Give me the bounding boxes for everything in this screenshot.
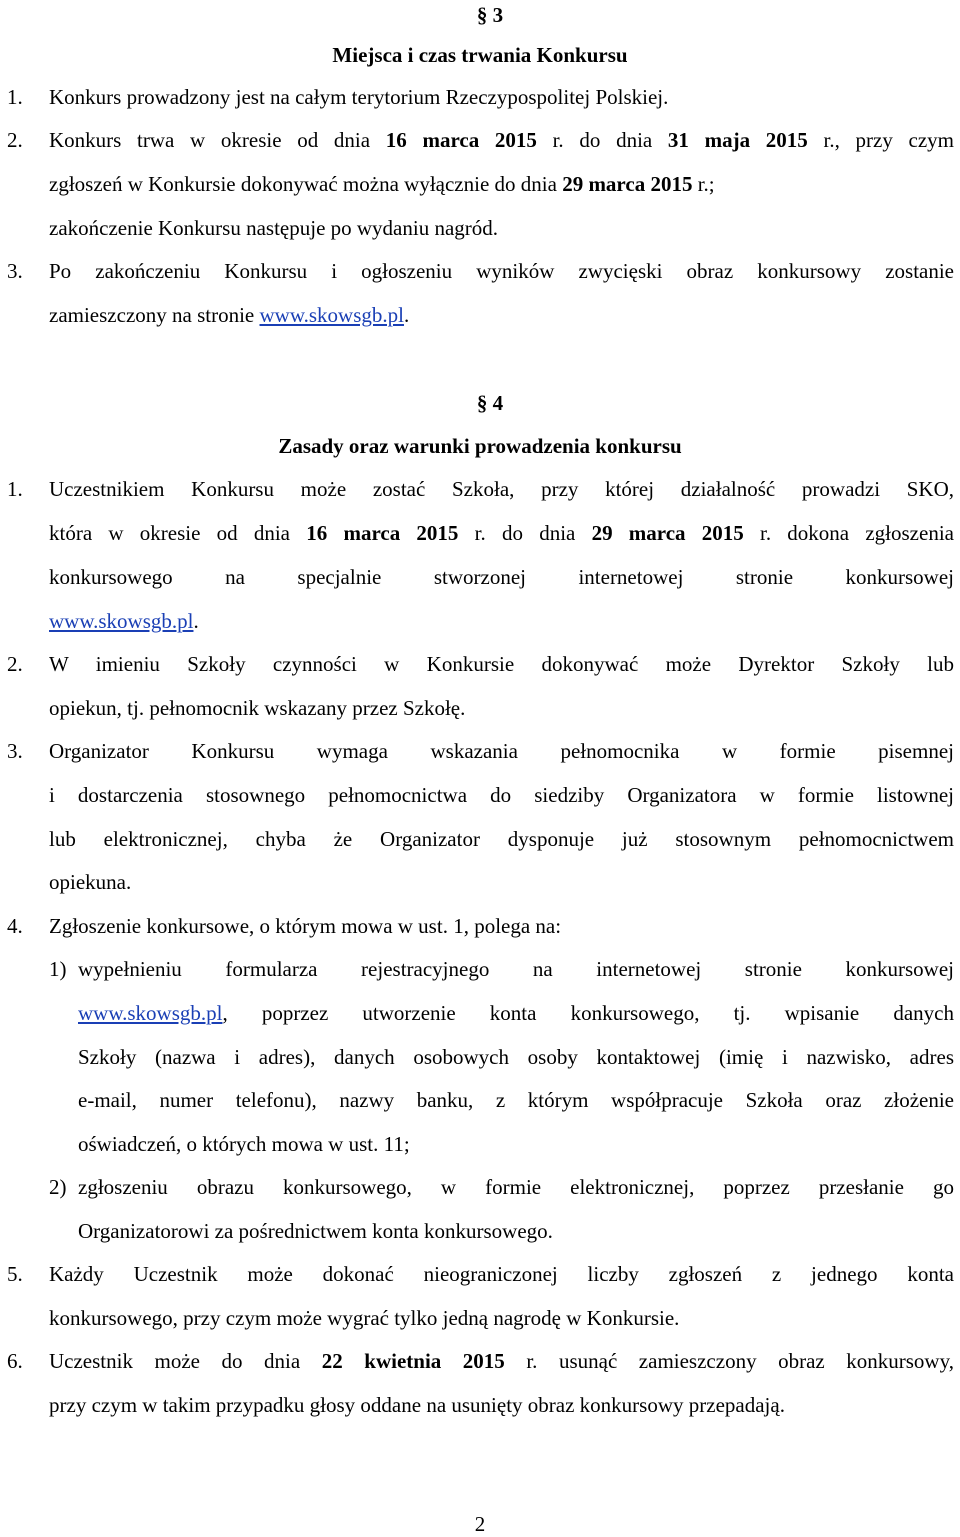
- s4-subitem-1-line-4: [0, 1083, 960, 1117]
- item-text: Uczestnikiem Konkursu może zostać Szkoła, przy której działalność prowadzi SKO,: [49, 477, 954, 501]
- item-text: zgłoszeniu obrazu konkursowego, w formie elektronicznej, poprzez przesłanie go: [78, 1175, 954, 1199]
- s4-item-2-line-2: [0, 691, 960, 725]
- s4-item-3-line-3: [0, 822, 960, 856]
- item-text: zakończenie Konkursu następuje po wydaniu nagród.: [49, 216, 499, 240]
- item-text: Każdy Uczestnik może dokonać nieograniczonej liczby zgłoszeń z jednego konta: [49, 1262, 954, 1286]
- s4-item-4: [0, 909, 960, 943]
- s4-subitem-2-line-2: [0, 1214, 960, 1248]
- item-text: Szkoły (nazwa i adres), danych osobowych osoby kontaktowej (imię i nazwisko, adres: [78, 1045, 954, 1069]
- item-text: Konkurs prowadzony jest na całym terytorium Rzeczypospolitej Polskiej.: [49, 85, 669, 109]
- item-text: Zgłoszenie konkursowe, o którym mowa w ust. 1, polega na:: [49, 914, 562, 938]
- s4-item-3-line-4: [0, 865, 960, 899]
- item-number: 5.: [7, 1262, 23, 1286]
- s4-item-3: [0, 734, 960, 768]
- item-text: Konkurs trwa w okresie od dnia 16 marca 2015 r. do dnia 31 maja 2015 r., przy czym: [49, 128, 954, 152]
- item-number: 3.: [7, 739, 23, 763]
- item-text: Organizatorowi za pośrednictwem konta konkursowego.: [78, 1219, 553, 1243]
- s3-item-3: [0, 254, 960, 288]
- s4-subitem-1-line-3: [0, 1040, 960, 1074]
- s4-subitem-1: [0, 952, 960, 986]
- item-number: 4.: [7, 914, 23, 938]
- page-number: 2: [474, 1512, 486, 1536]
- s4-item-6-line-2: [0, 1388, 960, 1422]
- skowsgb-link[interactable]: www.skowsgb.pl: [78, 1001, 223, 1025]
- item-number: 2.: [7, 652, 23, 676]
- s4-subitem-2: [0, 1170, 960, 1204]
- item-number: 1.: [7, 85, 23, 109]
- item-text: lub elektronicznej, chyba że Organizator dysponuje już stosownym pełnomocnictwem: [49, 827, 954, 851]
- s3-item-2-line-2: [0, 167, 960, 201]
- s3-item-1: [0, 80, 960, 114]
- s4-subitem-1-line-5: [0, 1127, 960, 1161]
- section-4-title: Zasady oraz warunki prowadzenia konkursu: [278, 434, 682, 458]
- s4-item-1: [0, 472, 960, 506]
- item-text: zamieszczony na stronie www.skowsgb.pl.: [49, 303, 410, 327]
- item-text: która w okresie od dnia 16 marca 2015 r. do dnia 29 marca 2015 r. dokona zgłoszenia: [49, 521, 954, 545]
- section-4-heading: § 4: [476, 391, 504, 415]
- item-number: 6.: [7, 1349, 23, 1373]
- item-text: przy czym w takim przypadku głosy oddane na usunięty obraz konkursowy przepadają.: [49, 1393, 785, 1417]
- item-text: oświadczeń, o których mowa w ust. 11;: [78, 1132, 410, 1156]
- item-text: zgłoszeń w Konkursie dokonywać można wyłącznie do dnia 29 marca 2015 r.;: [49, 172, 715, 196]
- s4-item-1-line-2: [0, 516, 960, 550]
- s4-item-5: [0, 1257, 960, 1291]
- item-text: opiekuna.: [49, 870, 132, 894]
- item-text: e-mail, numer telefonu), nazwy banku, z którym współpracuje Szkoła oraz złożenie: [78, 1088, 954, 1112]
- s4-item-1-line-4: [0, 604, 960, 638]
- item-text: wypełnieniu formularza rejestracyjnego na internetowej stronie konkursowej: [78, 957, 954, 981]
- item-number: 1): [49, 957, 67, 981]
- section-3-heading: § 3: [476, 3, 504, 27]
- s4-item-1-line-3: [0, 560, 960, 594]
- skowsgb-link[interactable]: www.skowsgb.pl: [49, 609, 194, 633]
- item-text: konkursowego na specjalnie stworzonej internetowej stronie konkursowej: [49, 565, 954, 589]
- item-text: i dostarczenia stosownego pełnomocnictwa do siedziby Organizatora w formie listownej: [49, 783, 954, 807]
- s4-item-5-line-2: [0, 1301, 960, 1335]
- section-3-title: Miejsca i czas trwania Konkursu: [332, 43, 628, 67]
- item-text: Uczestnik może do dnia 22 kwietnia 2015 r. usunąć zamieszczony obraz konkursowy,: [49, 1349, 954, 1373]
- s4-item-2: [0, 647, 960, 681]
- item-text: W imieniu Szkoły czynności w Konkursie dokonywać może Dyrektor Szkoły lub: [49, 652, 954, 676]
- s4-item-3-line-2: [0, 778, 960, 812]
- item-number: 2): [49, 1175, 67, 1199]
- skowsgb-link[interactable]: www.skowsgb.pl: [259, 303, 404, 327]
- item-number: 2.: [7, 128, 23, 152]
- item-number: 1.: [7, 477, 23, 501]
- item-text: Organizator Konkursu wymaga wskazania pełnomocnika w formie pisemnej: [49, 739, 954, 763]
- item-number: 3.: [7, 259, 23, 283]
- s4-item-6: [0, 1344, 960, 1378]
- s3-item-3-line-2: [0, 298, 960, 332]
- s3-item-2-line-3: [0, 211, 960, 245]
- item-text: www.skowsgb.pl, poprzez utworzenie konta konkursowego, tj. wpisanie danych: [78, 1001, 954, 1025]
- item-text: Po zakończeniu Konkursu i ogłoszeniu wyników zwycięski obraz konkursowy zostanie: [49, 259, 954, 283]
- item-text: www.skowsgb.pl.: [49, 609, 199, 633]
- s3-item-2: [0, 123, 960, 157]
- s4-subitem-1-line-2: [0, 996, 960, 1030]
- item-text: konkursowego, przy czym może wygrać tylko jedną nagrodę w Konkursie.: [49, 1306, 680, 1330]
- item-text: opiekun, tj. pełnomocnik wskazany przez Szkołę.: [49, 696, 466, 720]
